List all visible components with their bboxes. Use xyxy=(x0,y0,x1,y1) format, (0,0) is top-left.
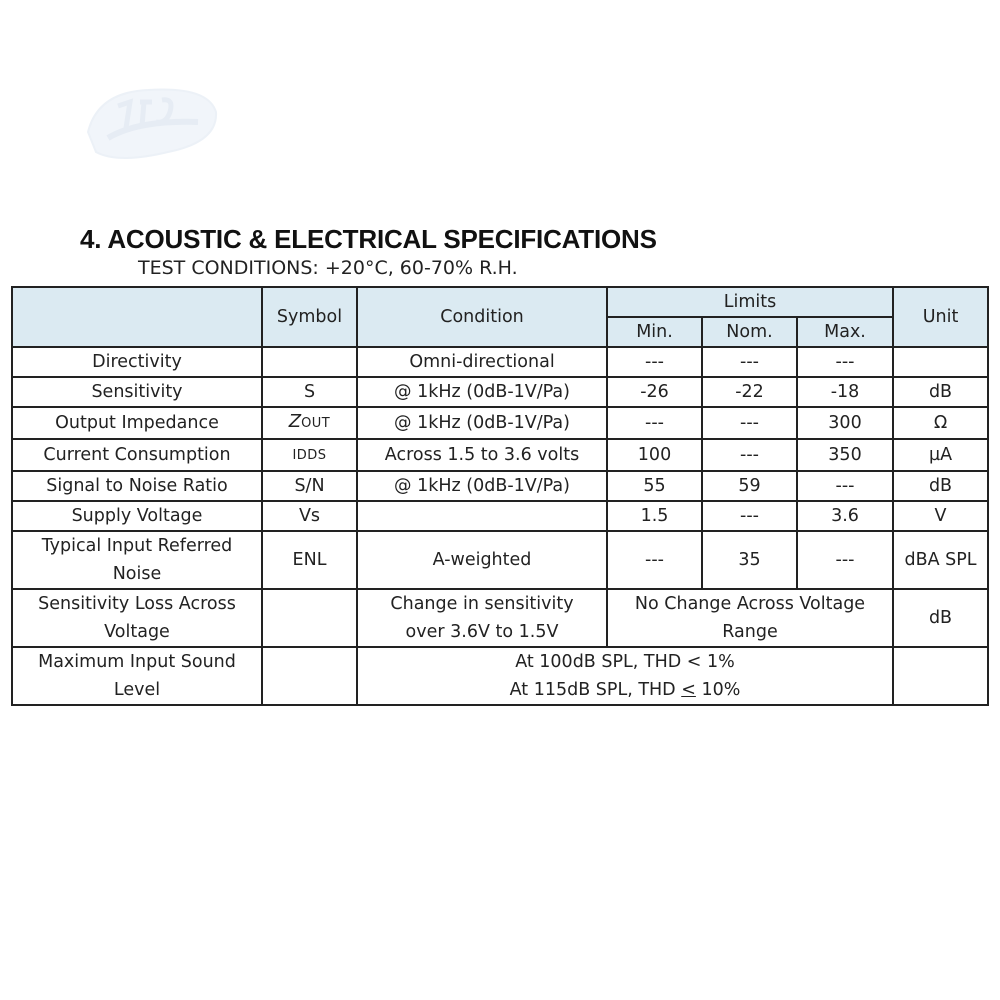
section-heading: 4. ACOUSTIC & ELECTRICAL SPECIFICATIONS xyxy=(80,224,657,254)
param-cell xyxy=(12,531,262,589)
min-cell: --- xyxy=(607,407,702,439)
symbol-cell: ENL xyxy=(262,531,357,589)
table-row xyxy=(12,347,988,377)
param-line-1: Typical Input Referred xyxy=(41,536,233,556)
symbol-cell: S xyxy=(262,377,357,407)
min-cell: --- xyxy=(607,531,702,589)
condition-cell xyxy=(357,589,607,647)
param-line-1: Maximum Input Sound xyxy=(38,652,236,672)
limits-merged-cell xyxy=(607,589,893,647)
unit-cell: dB xyxy=(893,377,988,407)
min-cell: --- xyxy=(607,347,702,377)
condition-cell: @ 1kHz (0dB-1V/Pa) xyxy=(357,377,607,407)
min-cell: 100 xyxy=(607,439,702,471)
table-row xyxy=(12,439,988,471)
table-row xyxy=(12,471,988,501)
max-cell: --- xyxy=(797,471,893,501)
limits-line-1: No Change Across Voltage xyxy=(634,594,866,614)
condition-merged-cell xyxy=(357,647,893,705)
condition-cell: @ 1kHz (0dB-1V/Pa) xyxy=(357,471,607,501)
header-max: Max. xyxy=(797,317,893,347)
min-cell: 1.5 xyxy=(607,501,702,531)
param-line-2: Noise xyxy=(112,564,162,584)
symbol-cell xyxy=(262,589,357,647)
param-cell xyxy=(12,647,262,705)
param-cell: Directivity xyxy=(12,347,262,377)
header-unit: Unit xyxy=(893,287,988,347)
header-symbol: Symbol xyxy=(262,287,357,347)
min-cell: 55 xyxy=(607,471,702,501)
tech-logo-watermark-icon xyxy=(78,72,228,172)
unit-cell: Ω xyxy=(893,407,988,439)
header-nom: Nom. xyxy=(702,317,797,347)
param-cell: Current Consumption xyxy=(12,439,262,471)
condition-cell: @ 1kHz (0dB-1V/Pa) xyxy=(357,407,607,439)
symbol-cell xyxy=(262,647,357,705)
header-parameter xyxy=(12,287,262,347)
unit-cell xyxy=(893,647,988,705)
param-line-1: Sensitivity Loss Across xyxy=(38,594,236,614)
nom-cell: --- xyxy=(702,501,797,531)
table-row xyxy=(12,647,988,705)
table-row xyxy=(12,501,988,531)
condition-line-2: over 3.6V to 1.5V xyxy=(405,622,559,642)
nom-cell: -22 xyxy=(702,377,797,407)
condition-cell: A-weighted xyxy=(357,531,607,589)
condition-line-1: Change in sensitivity xyxy=(390,594,574,614)
header-min: Min. xyxy=(607,317,702,347)
condition-line-2-prefix: At 115dB SPL, THD xyxy=(509,680,682,700)
condition-line-2-suffix: 10% xyxy=(695,680,741,700)
min-cell: -26 xyxy=(607,377,702,407)
symbol-subscript: DDS xyxy=(296,448,327,463)
table-row xyxy=(12,407,988,439)
symbol-main: I xyxy=(292,448,297,463)
unit-cell: dB xyxy=(893,589,988,647)
limits-line-2: Range xyxy=(722,622,778,642)
unit-cell: dB xyxy=(893,471,988,501)
spec-table xyxy=(11,286,989,706)
param-cell: Output Impedance xyxy=(12,407,262,439)
nom-cell: --- xyxy=(702,439,797,471)
unit-cell: V xyxy=(893,501,988,531)
symbol-subscript: OUT xyxy=(301,416,331,431)
param-cell: Sensitivity xyxy=(12,377,262,407)
less-equal-symbol: < xyxy=(681,680,696,700)
nom-cell: --- xyxy=(702,407,797,439)
test-conditions: TEST CONDITIONS: +20°C, 60-70% R.H. xyxy=(138,257,518,279)
param-line-2: Level xyxy=(113,680,161,700)
symbol-cell xyxy=(262,439,357,471)
condition-cell xyxy=(357,501,607,531)
max-cell: 3.6 xyxy=(797,501,893,531)
header-condition: Condition xyxy=(357,287,607,347)
unit-cell: dBA SPL xyxy=(893,531,988,589)
table-row xyxy=(12,531,988,589)
max-cell: 350 xyxy=(797,439,893,471)
max-cell: -18 xyxy=(797,377,893,407)
header-row xyxy=(12,287,988,317)
condition-cell: Across 1.5 to 3.6 volts xyxy=(357,439,607,471)
nom-cell: --- xyxy=(702,347,797,377)
condition-line-1: At 100dB SPL, THD < 1% xyxy=(515,652,735,672)
param-cell xyxy=(12,589,262,647)
param-cell: Signal to Noise Ratio xyxy=(12,471,262,501)
table-row xyxy=(12,589,988,647)
param-line-2: Voltage xyxy=(104,622,170,642)
max-cell: --- xyxy=(797,531,893,589)
symbol-main: Z xyxy=(288,411,302,432)
table-row xyxy=(12,377,988,407)
nom-cell: 59 xyxy=(702,471,797,501)
symbol-cell: S/N xyxy=(262,471,357,501)
symbol-cell xyxy=(262,407,357,439)
symbol-cell xyxy=(262,347,357,377)
condition-line-2 xyxy=(510,680,741,700)
symbol-cell: Vs xyxy=(262,501,357,531)
nom-cell: 35 xyxy=(702,531,797,589)
unit-cell xyxy=(893,347,988,377)
condition-cell: Omni-directional xyxy=(357,347,607,377)
header-limits: Limits xyxy=(607,287,893,317)
max-cell: 300 xyxy=(797,407,893,439)
max-cell: --- xyxy=(797,347,893,377)
unit-cell: µA xyxy=(893,439,988,471)
param-cell: Supply Voltage xyxy=(12,501,262,531)
